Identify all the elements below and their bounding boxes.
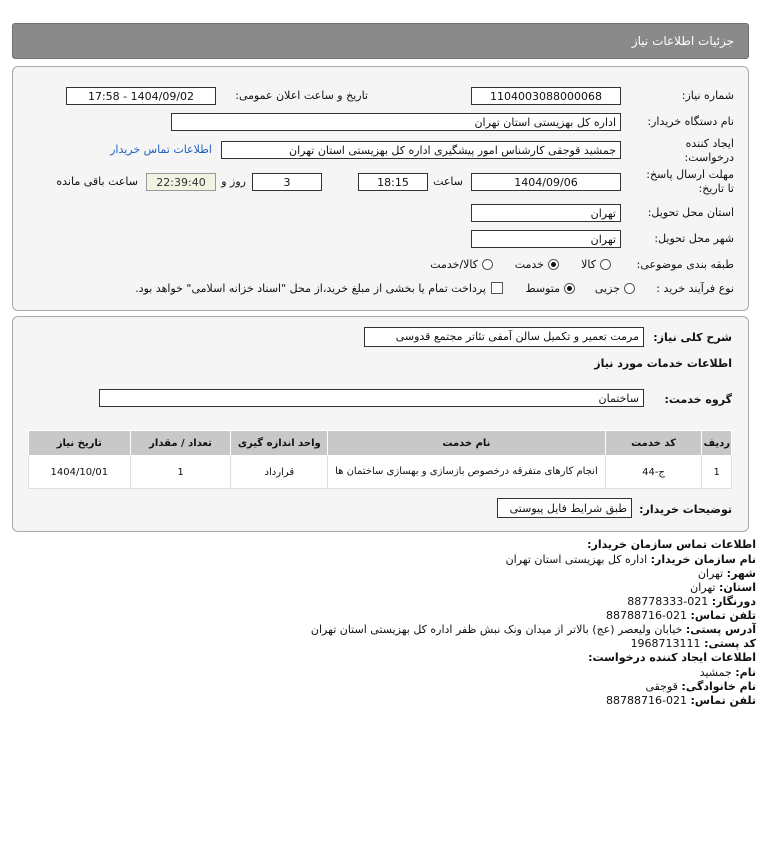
- process-radio-minor[interactable]: [624, 283, 635, 294]
- col-unit: واحد اندازه گیری: [231, 431, 328, 456]
- cell-need-date: 1404/10/01: [29, 456, 131, 489]
- phone-line: [606, 609, 756, 622]
- fax-line: [627, 595, 756, 608]
- address-label: آدرس پستی:: [685, 623, 756, 636]
- days-field[interactable]: 3: [252, 173, 322, 191]
- first-name-line: [700, 666, 756, 679]
- last-name-value: قوجقی: [645, 680, 678, 693]
- last-name-line: [645, 680, 756, 693]
- org-contact-title: اطلاعات تماس سازمان خریدار:: [587, 538, 756, 551]
- category-radio-goods-service[interactable]: [482, 259, 493, 270]
- contact-buyer-link[interactable]: اطلاعات تماس خریدار: [110, 143, 212, 156]
- col-need-date: تاریخ نیاز: [29, 431, 131, 456]
- address-line: [311, 623, 756, 636]
- city-label: شهر محل تحویل:: [654, 232, 734, 245]
- creator-field[interactable]: جمشید قوجقی کارشناس امور پیشگیری اداره کل بهزیستی استان تهران: [221, 141, 621, 159]
- category-label: طبقه بندی موضوعی:: [636, 258, 734, 271]
- days-label: روز و: [221, 175, 246, 188]
- creator-phone-value: 021-88788716: [606, 694, 688, 707]
- table-header-row: [29, 431, 732, 456]
- last-name-label: نام خانوادگی:: [681, 680, 756, 693]
- remaining-time-field: 22:39:40: [146, 173, 216, 191]
- col-service-code: کد خدمت: [605, 431, 702, 456]
- fax-label: دورنگار:: [711, 595, 756, 608]
- contact-city-value: تهران: [697, 567, 724, 580]
- summary-field[interactable]: مرمت تعمیر و تکمیل سالن آمفی تئاتر مجتمع قدوسی: [364, 327, 644, 347]
- announce-field[interactable]: 1404/09/02 - 17:58: [66, 87, 216, 105]
- services-title: اطلاعات خدمات مورد نیاز: [594, 357, 732, 370]
- category-option-goods: کالا: [581, 258, 596, 271]
- buyer-label: نام دستگاه خریدار:: [647, 115, 734, 128]
- creator-phone-line: [606, 694, 756, 707]
- address-value: خیابان ولیعصر (عج) بالاتر از میدان ونک نبش ظفر اداره کل بهزیستی استان تهران: [310, 623, 683, 636]
- process-option-medium: متوسط: [525, 282, 560, 295]
- buyer-notes-field[interactable]: طبق شرایط فایل پیوستی: [497, 498, 632, 518]
- buyer-notes-label: توضیحات خریدار:: [639, 503, 732, 516]
- contact-province-value: تهران: [690, 581, 716, 594]
- city-field[interactable]: تهران: [471, 230, 621, 248]
- service-group-field[interactable]: ساختمان: [99, 389, 644, 407]
- category-radio-service[interactable]: [548, 259, 559, 270]
- province-line: [690, 581, 756, 594]
- cell-service-code: ج-44: [605, 456, 702, 489]
- first-name-value: جمشید: [699, 666, 732, 679]
- need-number-label: شماره نیاز:: [681, 89, 734, 102]
- deadline-label-2: تا تاریخ:: [698, 182, 734, 195]
- postal-line: [631, 637, 756, 650]
- summary-label: شرح کلی نیاز:: [653, 331, 732, 344]
- contact-city-label: شهر:: [726, 567, 756, 580]
- services-table: [28, 430, 732, 489]
- buyer-field[interactable]: اداره کل بهزیستی استان تهران: [171, 113, 621, 131]
- creator-label-1: ایجاد کننده: [685, 137, 734, 150]
- category-option-service: خدمت: [514, 258, 544, 271]
- postal-value: 1968713111: [630, 637, 701, 650]
- process-label: نوع فرآیند خرید :: [656, 282, 734, 295]
- org-name-label: نام سازمان خریدار:: [650, 553, 756, 566]
- creator-phone-label: تلفن تماس:: [690, 694, 756, 707]
- province-label: استان محل تحویل:: [647, 206, 734, 219]
- page-title: جزئیات اطلاعات نیاز: [631, 34, 734, 48]
- process-radio-medium[interactable]: [564, 283, 575, 294]
- deadline-label-1: مهلت ارسال پاسخ:: [646, 168, 734, 181]
- org-name-value: اداره کل بهزیستی استان تهران: [505, 553, 648, 566]
- cell-unit: قرارداد: [231, 456, 328, 489]
- service-group-label: گروه خدمت:: [664, 393, 732, 406]
- col-service-name: نام خدمت: [328, 431, 605, 456]
- page-header: [12, 23, 749, 59]
- deadline-date-field[interactable]: 1404/09/06: [471, 173, 621, 191]
- creator-label-2: درخواست:: [684, 151, 734, 164]
- remaining-label: ساعت باقی مانده: [56, 175, 138, 188]
- category-option-goods-service: کالا/خدمت: [430, 258, 478, 271]
- announce-label: تاریخ و ساعت اعلان عمومی:: [235, 89, 368, 102]
- first-name-label: نام:: [735, 666, 756, 679]
- process-option-minor: جزیی: [594, 282, 620, 295]
- need-details-panel: [12, 316, 749, 532]
- deadline-time-field[interactable]: 18:15: [358, 173, 428, 191]
- cell-quantity: 1: [130, 456, 231, 489]
- need-info-panel: [12, 66, 749, 311]
- col-quantity: تعداد / مقدار: [130, 431, 231, 456]
- city-line: [698, 567, 756, 580]
- need-number-field[interactable]: 1104003088000068: [471, 87, 621, 105]
- treasury-payment-note: پرداخت تمام یا بخشی از مبلغ خرید،از محل "اسناد خزانه اسلامی" خواهد بود.: [135, 282, 486, 295]
- phone-label: تلفن تماس:: [690, 609, 756, 622]
- postal-label: کد پستی:: [704, 637, 756, 650]
- contact-province-label: استان:: [719, 581, 756, 594]
- org-name-line: [506, 553, 756, 566]
- cell-row-number: 1: [702, 456, 732, 489]
- creator-contact-title: اطلاعات ایجاد کننده درخواست:: [588, 651, 756, 664]
- hour-label: ساعت: [433, 175, 463, 188]
- cell-service-name: انجام کارهای متفرقه درخصوص بازسازی و بهسازی ساختمان ها: [328, 456, 605, 489]
- phone-value: 021-88788716: [606, 609, 688, 622]
- treasury-payment-checkbox[interactable]: [491, 282, 503, 294]
- col-row-number: ردیف: [702, 431, 732, 456]
- category-radio-goods[interactable]: [600, 259, 611, 270]
- province-field[interactable]: تهران: [471, 204, 621, 222]
- fax-value: 021-88778333: [627, 595, 709, 608]
- table-row[interactable]: [29, 456, 732, 489]
